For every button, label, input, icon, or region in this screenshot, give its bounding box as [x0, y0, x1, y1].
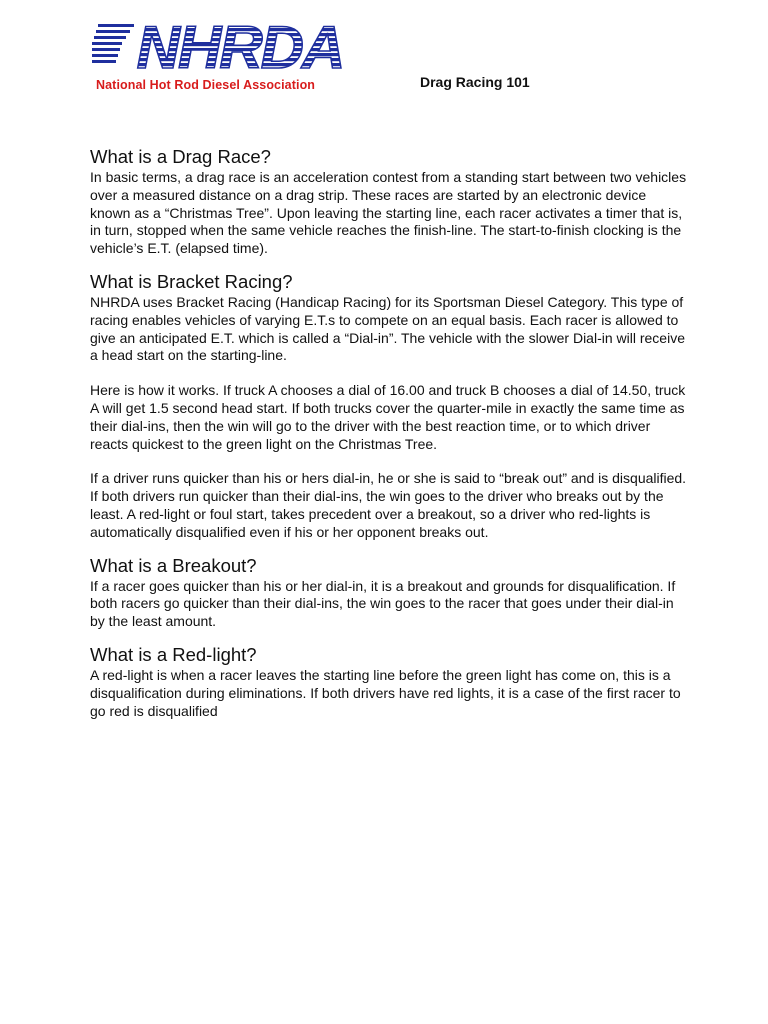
- logo-tagline: National Hot Rod Diesel Association: [96, 78, 316, 92]
- section-paragraph: If a driver runs quicker than his or hers dial-in, he or she is said to “break out” and is disqualified. If both drivers run quicker than their dial-ins, the win goes to the driver who breaks out by the least. A red-light or foul start, takes precedent over a breakout, so a driver who red-lights is automatically disqualified even if his or her opponent breaks out.: [90, 470, 687, 540]
- section-heading: What is a Red-light?: [90, 643, 257, 665]
- section-paragraph: A red-light is when a racer leaves the starting line before the green light has come on, this is a disqualification during eliminations. If both drivers have red lights, it is a case of the first racer to go red is disqualified: [90, 666, 681, 719]
- section-heading: What is a Drag Race?: [90, 146, 271, 167]
- section-paragraph: Here is how it works. If truck A chooses a dial of 16.00 and truck B chooses a dial of 14.50, truck A will get 1.5 second head start. If both trucks cover the quarter-mile in exactly the same time as their dial-ins, then the win will go to the driver with the best reaction time, or to which driver reacts quickest to the green light on the Christmas Tree.: [90, 382, 686, 452]
- section-heading: What is a Breakout?: [90, 554, 257, 576]
- document-title: Drag Racing 101: [420, 74, 530, 90]
- section-breakout: [90, 554, 690, 631]
- logo-wordmark: NHRDA: [136, 18, 344, 78]
- section-paragraph: In basic terms, a drag race is an acceleration contest from a standing start between two vehicles over a measured distance on a drag strip. These races are started by an electronic device known as a “Christmas Tree”. Upon leaving the starting line, each racer activates a timer that is, in turn, stopped when the same vehicle reaches the finish-line. The start-to-finish clocking is the vehicle’s E.T. (elapsed time).: [90, 169, 687, 257]
- nhrda-logo-graphic: [92, 18, 374, 78]
- section-drag-race: [90, 145, 690, 258]
- document-body: [90, 145, 690, 732]
- section-paragraph: If a racer goes quicker than his or her dial-in, it is a breakout and grounds for disqualification. If both racers go quicker than their dial-ins, the win goes to the racer that goes under their dial-in by the least amount.: [90, 577, 676, 630]
- section-paragraph: NHRDA uses Bracket Racing (Handicap Racing) for its Sportsman Diesel Category. This type of racing enables vehicles of varying E.T.s to compete on an equal basis. Each racer is allowed to give an anticipated E.T. which is called a “Dial-in”. The vehicle with the slower Dial-in will receive a head start on the starting-line.: [90, 293, 685, 364]
- section-bracket-racing: [90, 270, 690, 542]
- section-heading: What is Bracket Racing?: [90, 270, 293, 292]
- section-red-light: [90, 643, 690, 720]
